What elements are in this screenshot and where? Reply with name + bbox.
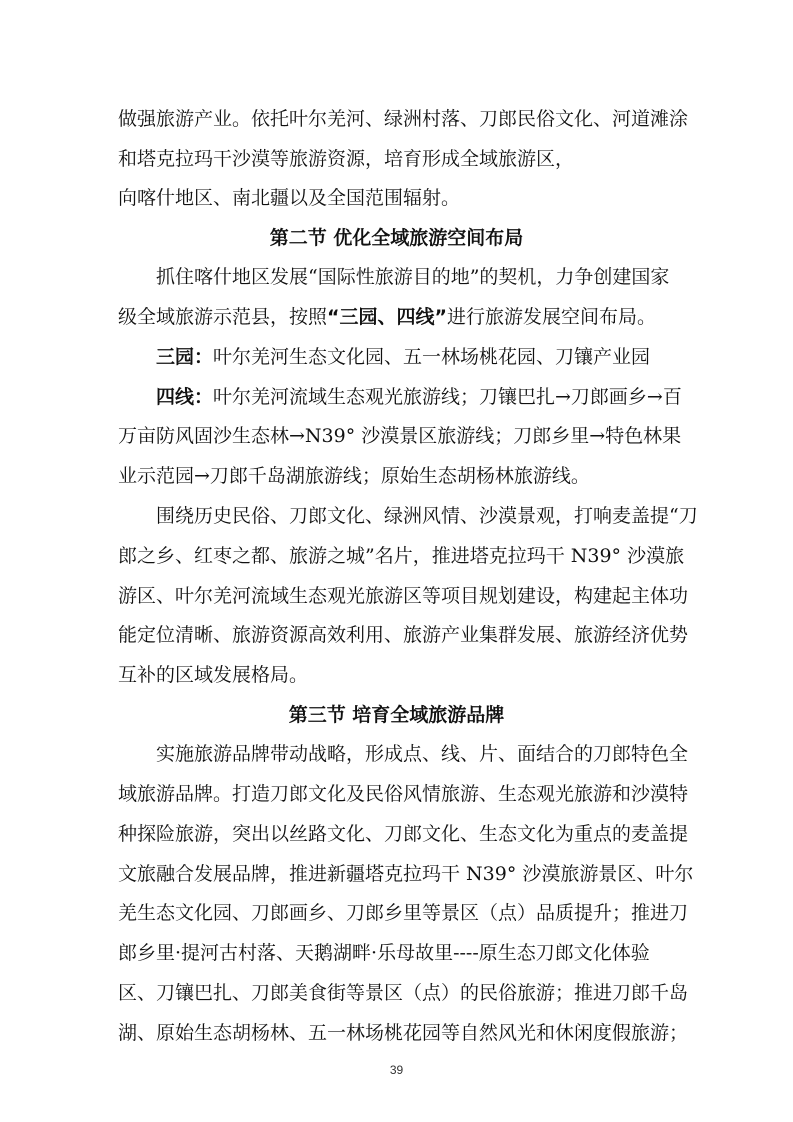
sanyuan-text: 叶尔羌河生态文化园、五一林场桃花园、刀镶产业园	[213, 346, 651, 368]
section-heading: 第三节 培育全域旅游品牌	[288, 704, 505, 726]
body-text-line: 区、刀镶巴扎、刀郎美食街等景区（点）的民俗旅游；推进刀郎千岛	[118, 982, 689, 1004]
paragraph-first-line: 围绕历史民俗、刀郎文化、绿洲风情、沙漠景观，打响麦盖提“刀	[156, 505, 698, 527]
paragraph-first-line: 抓住喀什地区发展“国际性旅游目的地”的契机，力争创建国家	[156, 266, 670, 288]
sanyuan-line	[156, 345, 716, 369]
page-number: 39	[389, 1063, 404, 1077]
body-text-line: 域旅游品牌。打造刀郎文化及民俗风情旅游、生态观光旅游和沙漠特	[118, 783, 689, 805]
body-text-line: 能定位清晰、旅游资源高效利用、旅游产业集群发展、旅游经济优势	[118, 624, 689, 646]
sixian-line	[156, 385, 716, 409]
body-text-line: 做强旅游产业。依托叶尔羌河、绿洲村落、刀郎民俗文化、河道滩涂	[118, 108, 689, 130]
body-text-line: 郎乡里·提河古村落、天鹅湖畔·乐母故里----原生态刀郎文化体验	[118, 942, 650, 964]
sixian-text: 叶尔羌河流域生态观光旅游线；刀镶巴扎→刀郎画乡→百	[213, 386, 682, 408]
body-text-line: 业示范园→刀郎千岛湖旅游线；原始生态胡杨林旅游线。	[118, 465, 590, 487]
body-text-line: 万亩防风固沙生态林→N39° 沙漠景区旅游线；刀郎乡里→特色林果	[118, 425, 682, 447]
body-text-line: 和塔克拉玛干沙漠等旅游资源，培育形成全域旅游区，	[118, 148, 575, 170]
body-text-line: 向喀什地区、南北疆以及全国范围辐射。	[118, 187, 461, 209]
body-text: 进行旅游发展空间布局。	[447, 306, 657, 328]
emphasis-text: “三园、四线”	[327, 306, 447, 328]
body-text-line: 湖、原始生态胡杨林、五一林场桃花园等自然风光和休闲度假旅游；	[118, 1022, 689, 1044]
body-text-line: 互补的区域发展格局。	[118, 664, 309, 686]
sanyuan-label: 三园：	[156, 346, 214, 368]
section-heading: 第二节 优化全域旅游空间布局	[269, 227, 524, 249]
body-text-line: 郎之乡、红枣之都、旅游之城”名片，推进塔克拉玛干 N39° 沙漠旅	[118, 545, 685, 567]
body-text: 级全域旅游示范县，按照	[118, 306, 328, 328]
body-text-line: 羌生态文化园、刀郎画乡、刀郎乡里等景区（点）品质提升；推进刀	[118, 902, 689, 924]
body-text-line: 种探险旅游，突出以丝路文化、刀郎文化、生态文化为重点的麦盖提	[118, 823, 689, 845]
body-text-line: 文旅融合发展品牌，推进新疆塔克拉玛干 N39° 沙漠旅游景区、叶尔	[118, 863, 694, 885]
body-text-line: 游区、叶尔羌河流域生态观光旅游区等项目规划建设，构建起主体功	[118, 585, 689, 607]
sixian-label: 四线：	[156, 386, 214, 408]
paragraph-first-line: 实施旅游品牌带动战略，形成点、线、片、面结合的刀郎特色全	[156, 743, 689, 765]
body-text-line	[118, 305, 678, 329]
